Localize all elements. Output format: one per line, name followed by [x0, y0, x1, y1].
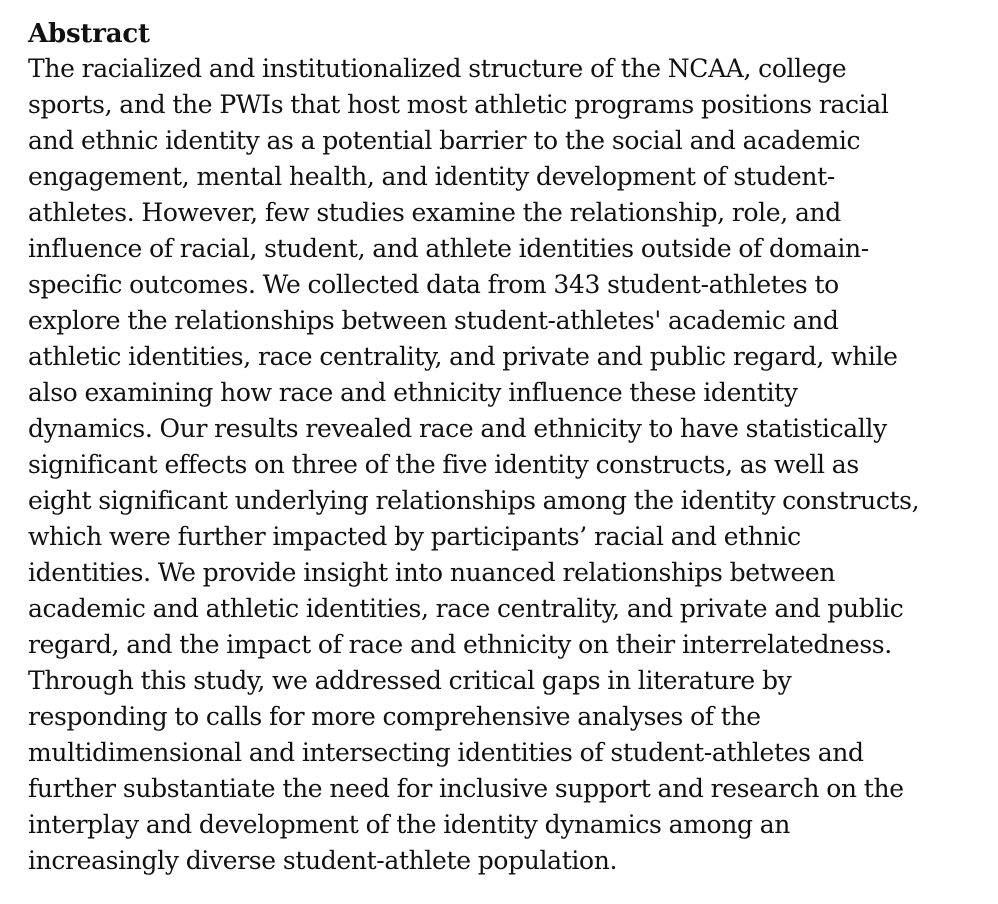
abstract-line: influence of racial, student, and athlete identities outside of domain- [28, 234, 869, 263]
abstract-line: regard, and the impact of race and ethnicity on their interrelatedness. [28, 630, 892, 659]
abstract-line: also examining how race and ethnicity influence these identity [28, 378, 798, 407]
abstract-line: explore the relationships between student-athletes' academic and [28, 306, 839, 335]
abstract-body [28, 51, 978, 879]
abstract-line: dynamics. Our results revealed race and ethnicity to have statistically [28, 414, 887, 443]
abstract-line: Through this study, we addressed critical gaps in literature by [28, 666, 792, 695]
abstract-line: interplay and development of the identity dynamics among an [28, 810, 791, 839]
abstract-line: multidimensional and intersecting identities of student-athletes and [28, 738, 864, 767]
abstract-line: eight significant underlying relationships among the identity constructs, [28, 486, 920, 515]
abstract-line: athletes. However, few studies examine the relationship, role, and [28, 198, 841, 227]
abstract-line: academic and athletic identities, race centrality, and private and public [28, 594, 904, 623]
abstract-line: engagement, mental health, and identity development of student- [28, 162, 835, 191]
abstract-line: responding to calls for more comprehensive analyses of the [28, 702, 761, 731]
abstract-line: increasingly diverse student-athlete population. [28, 846, 618, 875]
abstract-section [28, 17, 978, 879]
abstract-line: significant effects on three of the five identity constructs, as well as [28, 450, 859, 479]
abstract-line: The racialized and institutionalized structure of the NCAA, college [28, 54, 847, 83]
abstract-line: identities. We provide insight into nuanced relationships between [28, 558, 836, 587]
abstract-line: which were further impacted by participants’ racial and ethnic [28, 522, 801, 551]
abstract-line: sports, and the PWIs that host most athletic programs positions racial [28, 90, 889, 119]
abstract-heading: Abstract [28, 19, 150, 49]
abstract-line: further substantiate the need for inclusive support and research on the [28, 774, 904, 803]
abstract-line: and ethnic identity as a potential barrier to the social and academic [28, 126, 861, 155]
abstract-line: athletic identities, race centrality, and private and public regard, while [28, 342, 898, 371]
abstract-line: specific outcomes. We collected data from 343 student-athletes to [28, 270, 839, 299]
